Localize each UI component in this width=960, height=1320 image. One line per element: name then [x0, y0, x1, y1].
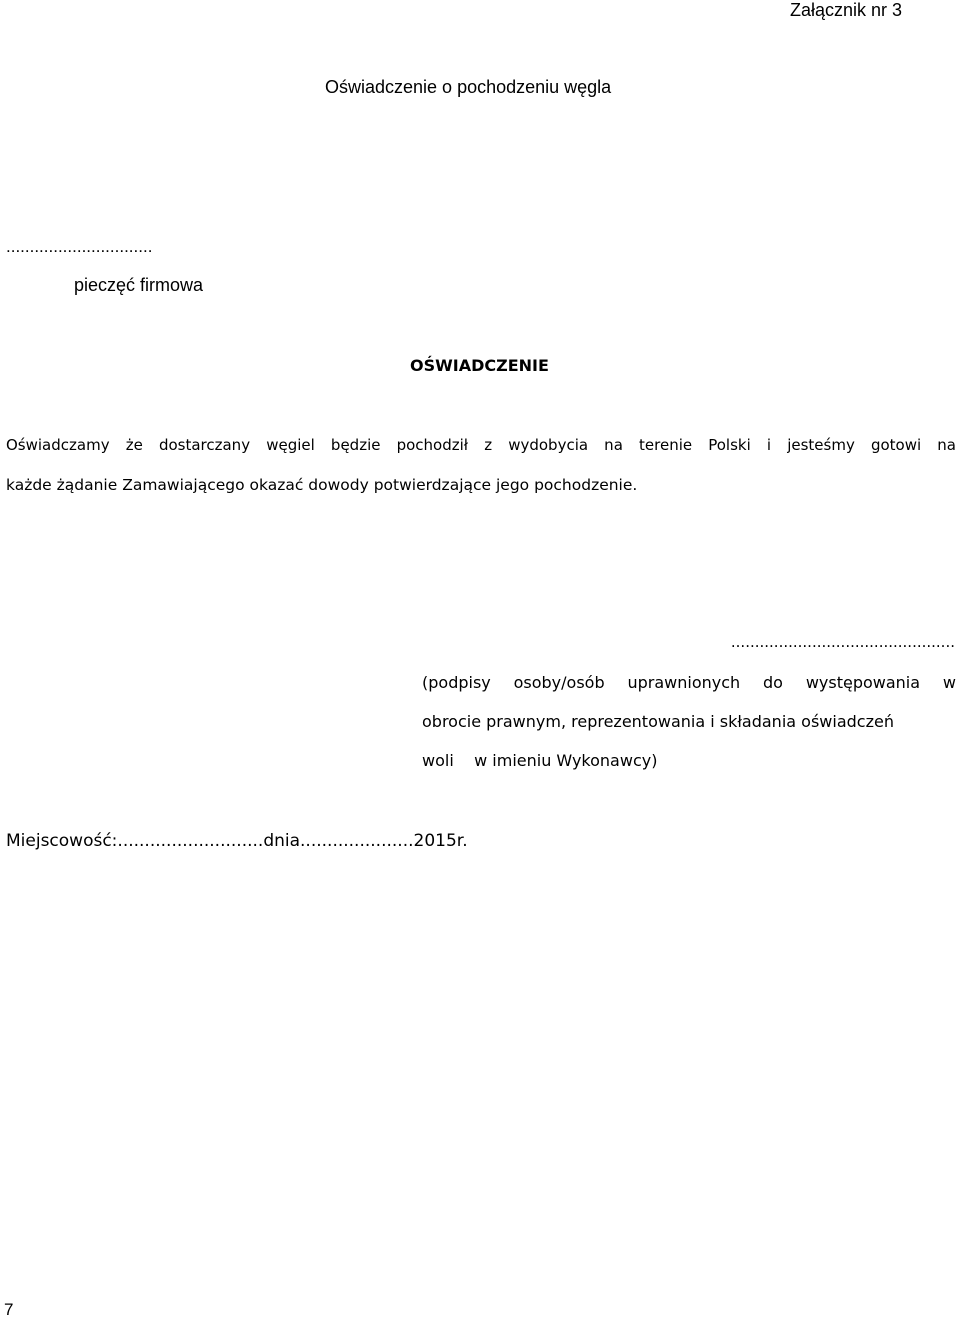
page-number: 7 [4, 1300, 14, 1319]
declaration-heading: OŚWIADCZENIE [410, 356, 549, 375]
attachment-label: Załącznik nr 3 [789, 0, 902, 20]
signature-caption-line-3: woli w imieniu Wykonawcy) [422, 751, 658, 770]
signature-caption-line-1: (podpisy osoby/osób uprawnionych do występowania w [422, 673, 956, 692]
signature-caption-line-2: obrocie prawnym, reprezentowania i składania oświadczeń [422, 712, 894, 731]
declaration-line-2: każde żądanie Zamawiającego okazać dowody potwierdzające jego pochodzenie. [6, 476, 638, 494]
place-date-line: Miejscowość:...........................dnia.....................2015r. [6, 831, 468, 851]
declaration-line-1: Oświadczamy że dostarczany węgiel będzie pochodził z wydobycia na terenie Polski i jesteśmy gotowi na [6, 436, 956, 454]
stamp-dots: ............................... [6, 237, 153, 256]
document-subtitle: Oświadczenie o pochodzeniu węgla [325, 77, 612, 97]
signature-dots: ............................................... [730, 633, 955, 651]
stamp-label: pieczęć firmowa [74, 275, 204, 295]
